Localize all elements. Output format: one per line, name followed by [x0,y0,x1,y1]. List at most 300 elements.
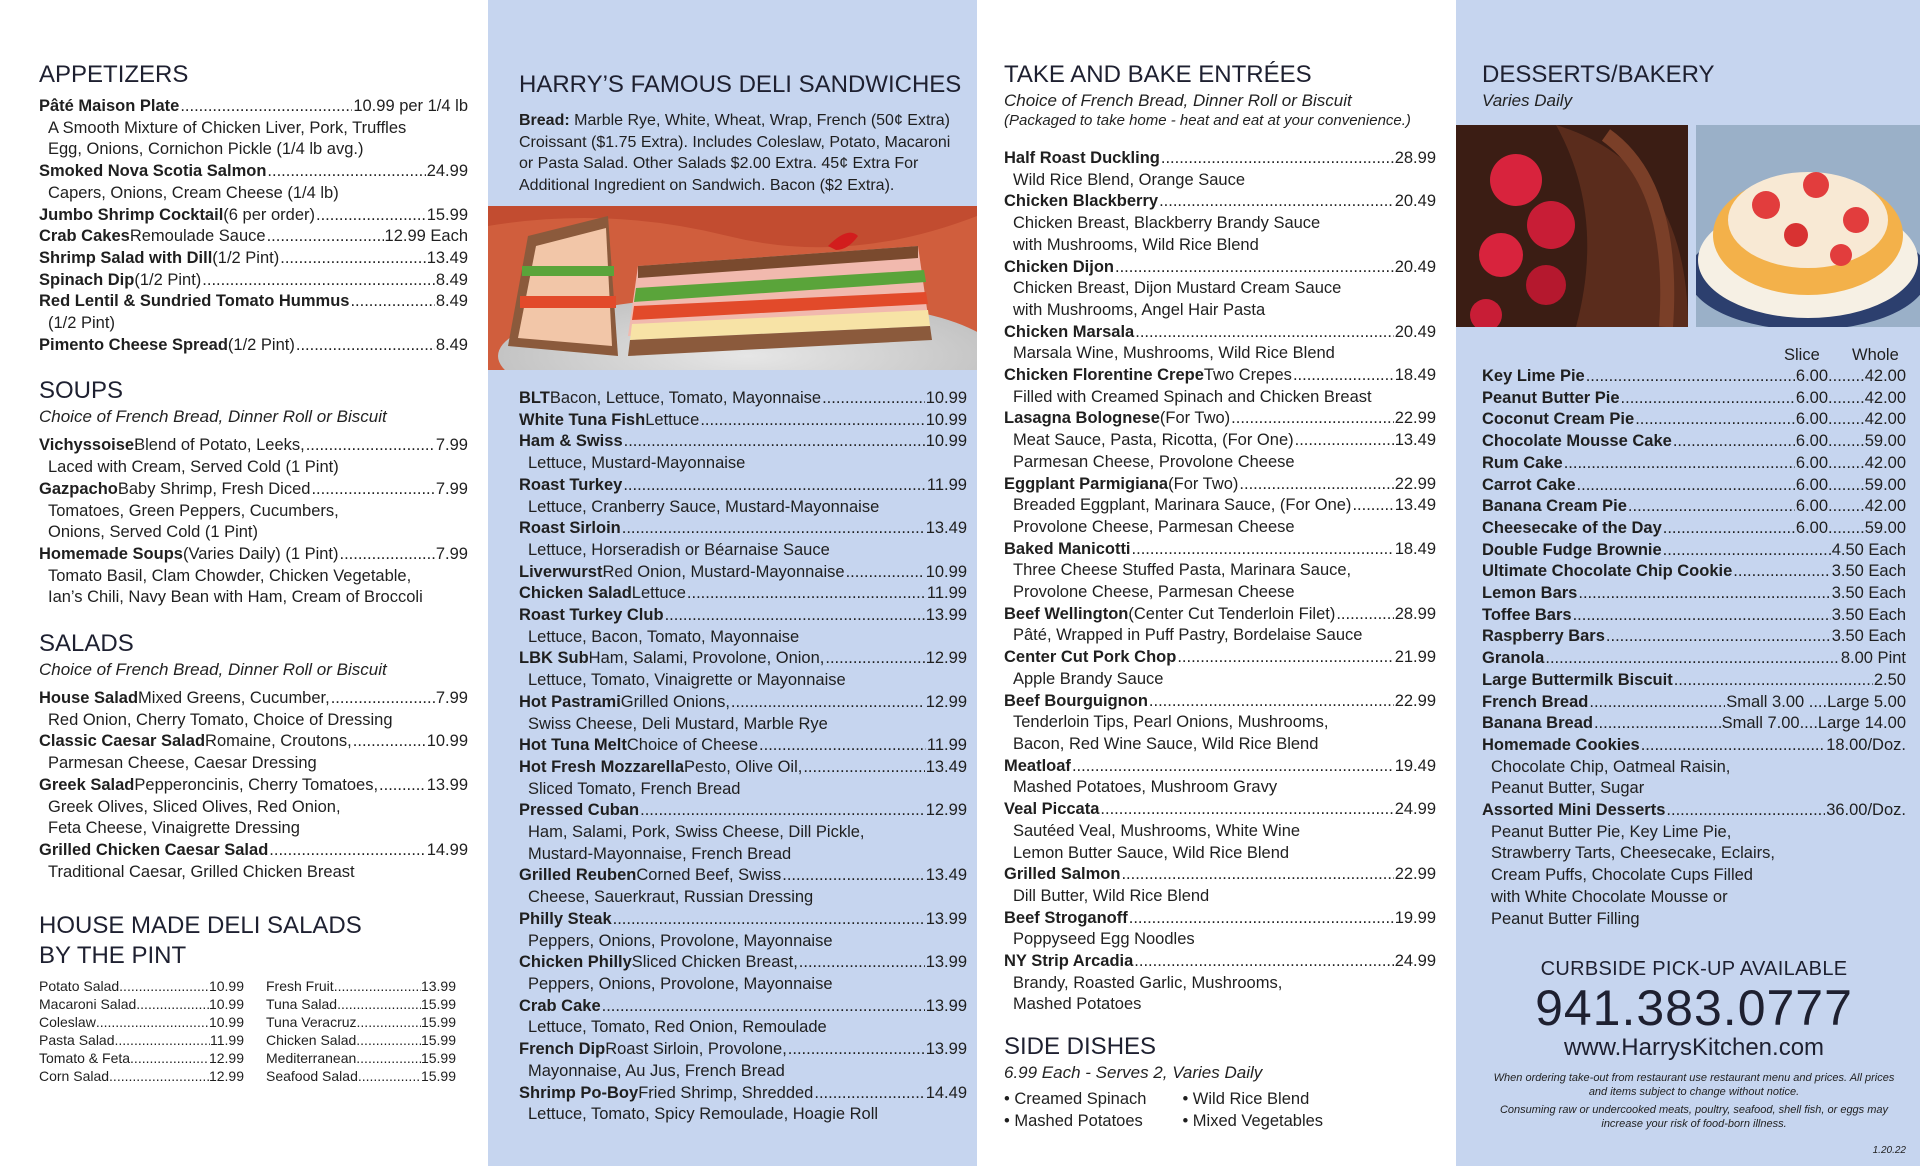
item-name: Ultimate Chocolate Chip Cookie [1482,562,1733,581]
item-detail: Capers, Onions, Cream Cheese (1/4 lb) [48,183,339,202]
menu-item-line [1482,409,1906,431]
item-detail: Strawberry Tarts, Cheesecake, Eclairs, [1491,844,1775,863]
appetizers-list [39,96,468,356]
deli-salad-item [266,1031,456,1049]
leader-dots [350,291,434,313]
menu-item-line [1004,408,1436,430]
desserts-subtitle: Varies Daily [1482,91,1573,110]
item-detail: A Smooth Mixture of Chicken Liver, Pork, Truffles [48,118,407,137]
item-description: Blend of Potato, Leeks, [134,436,305,455]
item-price: 18.00/Doz. [1826,735,1906,754]
menu-item [1482,366,1906,388]
deli-salads-title-line2: BY THE PINT [39,942,187,970]
item-detail: Lettuce, Tomato, Red Onion, Remoulade [528,1018,827,1037]
item-name: Peanut Butter Pie [1482,388,1620,407]
menu-item-line [1482,496,1906,518]
menu-item [1482,518,1906,540]
item-detail: Ham, Salami, Pork, Swiss Cheese, Dill Pickle, [528,823,865,842]
item-description: Ham, Salami, Provolone, Onion, [588,649,825,668]
item-price: 28.99 [1394,149,1436,167]
menu-item [1482,453,1906,475]
item-detail: Chocolate Chip, Oatmeal Raisin, [1491,757,1731,776]
item-price: 6.00........42.00 [1795,367,1906,385]
leader-dots [1239,474,1393,496]
menu-item-line [1482,453,1906,475]
menu-item [1004,408,1436,430]
menu-item-line [39,161,468,183]
menu-item [1482,626,1906,648]
item-name: Beef Wellington [1004,604,1129,623]
leader-dots [803,757,924,779]
menu-item-line [1482,583,1906,605]
menu-item [1482,388,1906,410]
menu-item-line [1004,365,1436,387]
menu-item [39,270,468,292]
item-name: House Salad [39,689,139,708]
item-detail: Lemon Butter Sauce, Wild Rice Blend [1013,843,1290,862]
leader-dots [1589,692,1725,714]
item-price: 24.99 [1394,800,1436,819]
menu-item-line [519,735,967,757]
menu-item [1004,474,1436,496]
deli-salad-name: Tuna Veracruz [266,1014,357,1031]
item-name: Carrot Cake [1482,475,1576,494]
item-price: 11.99 [926,584,967,603]
menu-item [519,735,967,757]
item-description: Meat Sauce, Pasta, Ricotta, (For One) [1013,431,1294,450]
item-name: Chicken Dijon [1004,257,1115,276]
leader-dots [96,1013,209,1031]
item-description: Two Crepes [1203,366,1292,385]
item-name: Chicken Philly [519,953,632,972]
menu-item-line [1004,474,1436,496]
leader-dots [1336,604,1393,626]
sandwich-illustration [488,206,977,370]
menu-item [39,335,468,357]
menu-item [1482,692,1906,714]
menu-item-line [519,692,967,714]
deli-salad-item [39,1067,244,1085]
item-price: 11.99 [926,736,967,755]
item-price: 8.49 [435,270,468,289]
leader-dots [306,435,435,457]
item-detail: (1/2 Pint) [48,314,115,333]
menu-item [1004,864,1436,907]
menu-item [1004,539,1436,604]
item-detail: Poppyseed Egg Noodles [1013,930,1195,949]
entrees-list [1004,148,1436,1016]
item-description: Pesto, Olive Oil, [684,757,803,776]
sandwiches-title: HARRY’S FAMOUS DELI SANDWICHES [519,71,962,98]
deli-salad-item [266,1067,456,1085]
leader-dots [623,475,926,497]
deli-salad-price: 10.99 [208,996,244,1013]
menu-item-line [39,270,468,292]
deli-salad-name: Tuna Salad [266,996,338,1013]
menu-item [1482,800,1906,930]
leader-dots [1666,800,1825,822]
item-detail: Peanut Butter, Sugar [1491,779,1645,798]
leader-dots [1635,409,1795,431]
leader-dots [1673,431,1795,453]
item-name: Banana Cream Pie [1482,497,1627,516]
item-name: Coconut Cream Pie [1482,410,1635,429]
soups-subtitle: Choice of French Bread, Dinner Roll or Biscuit [39,407,387,427]
entrees-title: TAKE AND BAKE ENTRÉES [1004,61,1312,88]
column-desserts [1456,0,1920,1166]
dessert-photos [1456,125,1920,327]
deli-salad-name: Pasta Salad [39,1032,115,1049]
item-detail: Swiss Cheese, Deli Mustard, Marble Rye [528,714,828,733]
menu-item [519,1039,967,1082]
menu-item-line [1482,475,1906,497]
leader-dots [687,583,926,605]
item-price: 22.99 [1394,474,1436,493]
sandwiches-list [488,370,977,1126]
menu-item-line [1482,626,1906,648]
item-description: Bacon, Lettuce, Tomato, Mayonnaise [549,389,822,407]
deli-salad-item [266,977,456,995]
menu-item-line [519,518,967,540]
leader-dots [1072,756,1394,778]
leader-dots [700,410,924,432]
item-detail: Ian’s Chili, Navy Bean with Ham, Cream of Broccoli [48,588,423,607]
item-price: 7.99 [435,436,468,455]
menu-item [39,96,468,161]
health-disclaimer: Consuming raw or undercooked meats, poultry, seafood, shell fish, or eggs may increase your risk of food-born illness. [1499,1104,1889,1131]
menu-item-line [39,479,468,501]
menu-item [519,388,967,410]
menu-item-line [1482,713,1906,735]
item-detail: Feta Cheese, Vinaigrette Dressing [48,819,300,838]
menu-item [1482,475,1906,497]
menu-item-line [1004,951,1436,973]
item-detail: with White Chocolate Mousse or [1491,887,1728,906]
item-detail: Wild Rice Blend, Orange Sauce [1013,170,1246,189]
menu-item-line [1482,518,1906,540]
leader-dots [331,688,435,710]
item-detail: Onions, Served Cold (1 Pint) [48,523,259,542]
item-name: Shrimp Salad with Dill [39,248,213,267]
item-price: 13.99 [925,606,967,625]
menu-item [1004,908,1436,951]
leader-dots [1733,561,1830,583]
menu-item-line [519,1039,967,1061]
item-name: Granola [1482,649,1545,668]
menu-item-line [39,688,468,710]
item-name: Eggplant Parmigiana [1004,474,1169,493]
item-name: Chocolate Mousse Cake [1482,432,1672,451]
leader-dots [622,518,925,540]
item-price: 4.50 Each [1831,540,1906,559]
deli-salads-left-column [39,977,244,1085]
item-detail: Parmesan Cheese, Caesar Dressing [48,754,317,773]
menu-item-line [519,388,967,410]
menu-item-line [519,475,967,497]
item-name: Half Roast Duckling [1004,149,1160,167]
leader-dots [1641,735,1825,757]
slice-header: Slice [1784,346,1820,364]
menu-item [1004,756,1436,799]
menu-item [39,226,468,248]
item-price: 2.50 [1873,670,1906,689]
desserts-header [1456,60,1920,111]
item-price: 7.99 [435,689,468,708]
item-description: Corned Beef, Swiss [636,866,782,885]
item-price: 7.99 [435,544,468,563]
leader-dots [334,977,421,995]
item-price: 12.99 [925,801,967,820]
leader-dots [316,205,426,227]
menu-item [39,840,468,883]
item-name: Banana Bread [1482,714,1593,733]
item-description: (Center Cut Tenderloin Filet) [1128,604,1336,623]
entrees-subtitle-2: (Packaged to take home - heat and eat at your convenience.) [1004,112,1411,129]
leader-dots [1545,648,1840,670]
item-price: 12.99 [925,649,967,668]
menu-item-line [39,840,468,862]
item-name: Large Buttermilk Biscuit [1482,670,1673,689]
item-detail: Tomatoes, Green Peppers, Cucumbers, [48,501,339,520]
item-detail: Mashed Potatoes, Mushroom Gravy [1013,778,1278,797]
revision-date: 1.20.22 [1872,1145,1906,1156]
desserts-list [1482,366,1906,930]
item-detail: Sautéed Veal, Mushrooms, White Wine [1013,821,1301,840]
item-price: 24.99 [1394,952,1436,971]
menu-item [1482,735,1906,800]
menu-item [1482,713,1906,735]
item-name: Gazpacho [39,479,118,498]
menu-item-line [1482,735,1906,757]
menu-item [519,1083,967,1126]
leader-dots [115,1031,211,1049]
menu-item [519,475,967,518]
item-detail: Lettuce, Mustard-Mayonnaise [528,454,746,473]
deli-salad-item [39,977,244,995]
deli-salad-item [266,1049,456,1067]
item-price: 13.49 [925,757,967,776]
menu-item-line [1004,604,1436,626]
menu-item [519,518,967,561]
fruit-tart-photo [1696,125,1920,327]
item-name: Lemon Bars [1482,584,1578,603]
menu-item-line [39,544,468,566]
item-price: 10.99 [426,732,468,751]
item-price: 14.49 [925,1083,967,1102]
item-price: 13.99 [925,953,967,972]
item-name: Center Cut Pork Chop [1004,648,1177,667]
menu-item-line [519,431,967,453]
leader-dots [358,1067,421,1085]
deli-salad-item [266,995,456,1013]
item-detail: Three Cheese Stuffed Pasta, Marinara Sauce, [1013,561,1352,580]
deli-salad-item [266,1013,456,1031]
leader-dots [640,800,925,822]
item-name: Shrimp Po-Boy [519,1083,639,1102]
menu-item [519,583,967,605]
item-price: 18.49 [1394,539,1436,558]
item-name: Greek Salad [39,775,135,794]
item-price: 15.99 [426,205,468,224]
bread-text: Marble Rye, White, Wheat, Wrap, French (50¢ Extra) Croissant ($1.75 Extra). Includes Coleslaw, Potato, Macaroni or Pasta Salad. Other Salads $2.00 Extra. 45¢ Extra For Additional Ingredient on Sandwich. Bacon ($2 Extra). [519,112,951,194]
menu-item-line [1004,691,1436,713]
leader-dots [1161,148,1394,170]
salads-list [39,688,468,883]
sides-left-column [1004,1089,1146,1132]
item-price: 13.49 [426,248,468,267]
item-detail: Red Onion, Cherry Tomato, Choice of Dressing [48,710,393,729]
menu-item [1004,647,1436,690]
menu-item [519,800,967,865]
item-detail: Chicken Breast, Dijon Mustard Cream Sauce [1013,279,1342,298]
menu-item [1482,409,1906,431]
item-name: Vichyssoise [39,436,135,455]
item-detail: with Mushrooms, Wild Rice Blend [1013,235,1259,254]
item-price: 19.99 [1394,908,1436,927]
leader-dots [267,226,384,248]
item-name: Meatloaf [1004,756,1071,775]
item-detail: Peanut Butter Pie, Key Lime Pie, [1491,822,1732,841]
menu-item [39,479,468,544]
sides-right-column [1182,1089,1323,1132]
item-description: Pepperoncinis, Cherry Tomatoes, [134,775,379,794]
menu-item-line [519,757,967,779]
item-price: 3.50 Each [1831,605,1906,624]
sides-list [1004,1089,1436,1132]
leader-dots [356,1031,421,1049]
menu-item [519,909,967,952]
menu-item [519,865,967,908]
leader-dots [311,479,434,501]
menu-item-line [39,205,468,227]
item-description: Grilled Onions, [620,692,730,711]
leader-dots [356,1049,421,1067]
deli-salad-name: Potato Salad [39,978,120,995]
leader-dots [1132,539,1394,561]
menu-item [1004,799,1436,864]
item-name: Beef Stroganoff [1004,908,1128,927]
item-detail: Brandy, Roasted Garlic, Mushrooms, [1013,973,1283,992]
item-description: Choice of Cheese [626,736,759,755]
item-name: Crab Cake [519,996,601,1015]
menu-item [519,996,967,1039]
item-detail: Mashed Potatoes [1013,995,1142,1014]
item-name: Jumbo Shrimp Cocktail [39,205,224,224]
item-price: 13.49 [1394,431,1436,450]
item-name: Toffee Bars [1482,605,1572,624]
item-description: (1/2 Pint) [134,270,202,289]
menu-item-line [1482,648,1906,670]
deli-salad-name: Fresh Fruit [266,978,334,995]
item-price: 8.00 Pint [1840,649,1906,668]
deli-salad-name: Macaroni Salad [39,996,137,1013]
item-price: 11.99 [926,475,967,494]
item-price: 14.99 [426,840,468,859]
leader-dots [280,248,425,270]
menu-item-line [1482,670,1906,692]
item-detail: Marsala Wine, Mushrooms, Wild Rice Blend [1013,344,1335,363]
item-description: Red Onion, Mustard-Mayonnaise [602,562,845,581]
chocolate-raspberry-cake-photo [1456,125,1688,327]
item-detail: Laced with Cream, Served Cold (1 Pint) [48,458,339,477]
menu-item [1482,540,1906,562]
item-detail: Lettuce, Bacon, Tomato, Mayonnaise [528,627,800,646]
menu-item-line [39,248,468,270]
item-price: 22.99 [1394,691,1436,710]
bread-label: Bread: [519,112,570,129]
menu-item-line [1004,864,1436,886]
item-description: Fried Shrimp, Shredded [638,1083,814,1102]
item-price: 22.99 [1394,409,1436,428]
menu-item [39,161,468,204]
menu-item-line [519,648,967,670]
leader-dots [1564,453,1795,475]
item-price: 6.00........42.00 [1795,497,1906,516]
menu-item [519,410,967,432]
item-name: Rum Cake [1482,453,1563,472]
leader-dots [1115,257,1394,279]
column-sandwiches [488,0,977,1166]
leader-dots [799,952,925,974]
item-price: 7.99 [435,479,468,498]
item-name: BLT [519,389,550,407]
menu-item-line [1482,366,1906,388]
item-price: 20.49 [1394,257,1436,276]
item-name: Roast Turkey Club [519,606,664,625]
item-price: 13.49 [925,866,967,885]
menu-item [519,431,967,474]
item-price: 6.00........42.00 [1795,388,1906,407]
menu-item-line [1004,756,1436,778]
deli-salad-price: 15.99 [420,1014,456,1031]
item-name: Classic Caesar Salad [39,732,206,751]
item-name: Chicken Florentine Crepe [1004,366,1204,385]
item-name: Pressed Cuban [519,801,640,820]
menu-item [1004,430,1436,473]
item-detail: with Mushrooms, Angel Hair Pasta [1013,300,1266,319]
deli-salad-item [39,995,244,1013]
item-price: 8.49 [435,335,468,354]
menu-item [1004,191,1436,256]
leader-dots [109,1067,209,1085]
item-name: Red Lentil & Sundried Tomato Hummus [39,292,350,311]
item-price: 24.99 [426,162,468,181]
menu-item [1482,670,1906,692]
menu-item-line [1482,692,1906,714]
item-price: 3.50 Each [1831,627,1906,646]
menu-item [39,435,468,478]
item-price: 12.99 Each [384,227,468,246]
item-name: Roast Turkey [519,475,623,494]
deli-salad-price: 11.99 [210,1032,244,1049]
deli-salad-price: 12.99 [208,1068,244,1085]
item-name: Beef Bourguignon [1004,691,1148,710]
sandwiches-intro [488,110,977,196]
menu-item-line [519,605,967,627]
item-detail: Parmesan Cheese, Provolone Cheese [1013,452,1295,471]
leader-dots [1295,430,1394,452]
item-description: (For Two) [1168,474,1239,493]
menu-item [519,692,967,735]
leader-dots [1628,496,1795,518]
leader-dots [296,335,435,357]
item-name: Spinach Dip [39,270,135,289]
item-detail: Lettuce, Cranberry Sauce, Mustard-Mayonnaise [528,497,880,516]
item-name: Crab Cakes [39,227,130,246]
item-detail: Provolone Cheese, Parmesan Cheese [1013,583,1295,602]
whole-header: Whole [1852,346,1899,364]
leader-dots [1159,191,1394,213]
